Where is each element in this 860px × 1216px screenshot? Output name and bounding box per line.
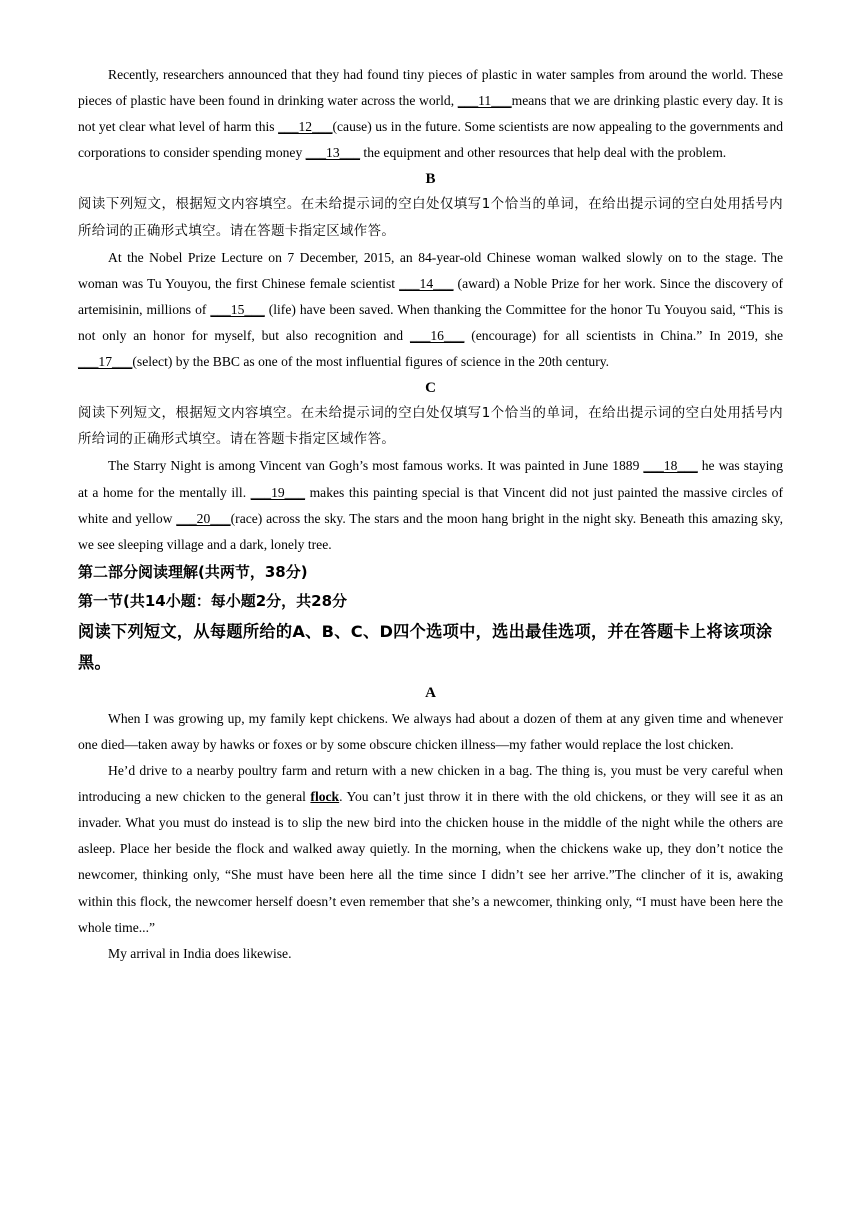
text-segment: The Starry Night is among Vincent van Gogh’s most famous works. It was painted in June 1889 <box>108 458 644 474</box>
text-segment: he was staying at a home for the mentally ill. <box>78 458 783 500</box>
text-segment: He’d drive to a nearby poultry farm and return with a new chicken in a bag. The thing is, you must be very careful when introducing a new chicken to the general <box>78 763 783 805</box>
text-segment: Recently, researchers announced that they had found tiny pieces of plastic in water samples from around the world. These pieces of plastic have been found in drinking water across the world, <box>78 67 783 109</box>
highlighted-word-flock: flock <box>310 789 340 805</box>
document-page <box>78 62 783 967</box>
text-segment: (select) by the BBC as one of the most influential figures of science in the 20th century. <box>132 354 610 370</box>
text-segment: (life) have been saved. When thanking the Committee for the honor Tu Youyou said, “This is not only an honor for myself, but also recognition and <box>78 301 783 343</box>
passage-part-b <box>78 245 783 375</box>
text-segment: (award) a Noble Prize for her work. Since the discovery of artemisinin, millions of <box>78 275 783 317</box>
passage-a-paragraph-3: My arrival in India does likewise. <box>108 945 292 961</box>
blank-15: ___15___ <box>210 301 265 317</box>
blank-18: ___18___ <box>643 458 698 474</box>
text-segment: . You can’t just throw it in there with the old chickens, or they will see it as an invader. What you must do instead is to slip the new bird into the chicken house in the middle of the night while the others are asleep. Place her beside the flock and walked away quietly. In the morning, when the chickens wake up, they don’t notice the newcomer, thinking only, “She must have been here all the time since I didn’t see her arrive.”The clincher of it is, awaking within this flock, the newcomer herself doesn’t even remember that she’s a newcomer, thinking only, “I must have been here the whole time...” <box>78 789 783 935</box>
section-heading-c: C <box>425 380 436 397</box>
blank-14: ___14___ <box>399 275 454 291</box>
passage-a-paragraph-2 <box>78 758 783 941</box>
passage-part-c <box>78 453 783 557</box>
part-two-title: 第二部分阅读理解(共两节，38分) <box>78 562 308 581</box>
instruction-b: 阅读下列短文，根据短文内容填空。在未给提示词的空白处仅填写1个恰当的单词，在给出提示词的空白处用括号内所给词的正确形式填空。请在答题卡指定区域作答。 <box>78 197 783 239</box>
reading-instruction: 阅读下列短文，从每题所给的A、B、C、D四个选项中，选出最佳选项，并在答题卡上将该项涂黑。 <box>78 621 773 672</box>
passage-heading-a: A <box>425 684 436 701</box>
text-segment: makes this painting special is that Vincent did not just painted the massive circles of white and yellow <box>78 484 783 526</box>
section-one-title: 第一节(共14小题：每小题2分，共28分 <box>78 591 348 610</box>
passage-part-a <box>78 62 783 166</box>
text-segment: the equipment and other resources that help deal with the problem. <box>360 145 727 161</box>
passage-a-paragraph-1: When I was growing up, my family kept chickens. We always had about a dozen of them at any given time and whenever one died—taken away by hawks or foxes or by some obscure chicken illness—my father would replace the lost chicken. <box>78 710 783 752</box>
text-segment: (race) across the sky. The stars and the moon hang bright in the night sky. Beneath this amazing sky, we see sleeping village and a dark, lonely tree. <box>78 510 783 552</box>
text-segment: At the Nobel Prize Lecture on 7 December, 2015, an 84-year-old Chinese woman walked slowly on to the stage. The woman was Tu Youyou, the first Chinese female scientist <box>78 249 783 291</box>
text-segment: means that we are drinking plastic every day. It is not yet clear what level of harm this <box>78 93 783 135</box>
instruction-c: 阅读下列短文，根据短文内容填空。在未给提示词的空白处仅填写1个恰当的单词，在给出提示词的空白处用括号内所给词的正确形式填空。请在答题卡指定区域作答。 <box>78 406 783 448</box>
blank-12: ___12___ <box>278 119 333 135</box>
blank-20: ___20___ <box>176 510 231 526</box>
text-segment: (encourage) for all scientists in China.” In 2019, she <box>464 327 784 343</box>
blank-16: ___16___ <box>409 327 465 343</box>
text-segment: (cause) us in the future. Some scientists are now appealing to the governments and corporations to consider spending money <box>78 119 783 161</box>
blank-11: ___11___ <box>457 93 512 109</box>
blank-19: ___19___ <box>250 484 306 500</box>
section-heading-b: B <box>425 171 436 188</box>
blank-17: ___17___ <box>78 354 133 370</box>
blank-13: ___13___ <box>305 145 361 161</box>
